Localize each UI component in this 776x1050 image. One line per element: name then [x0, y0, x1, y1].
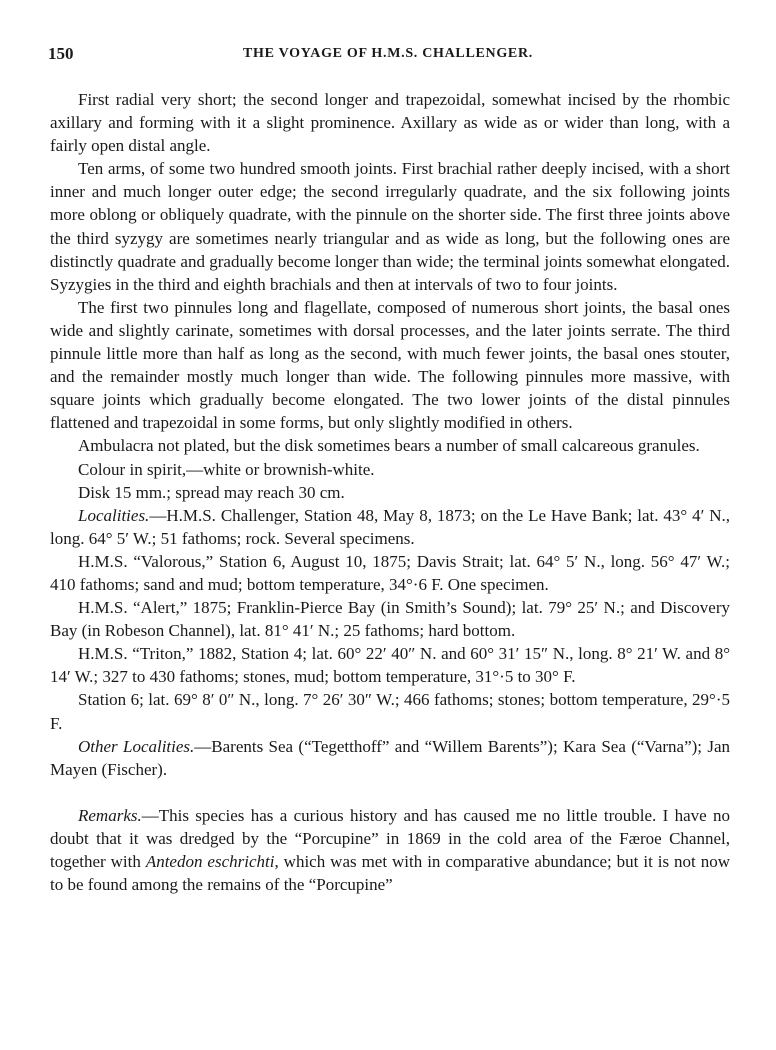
- record-alert: H.M.S. “Alert,” 1875; Franklin-Pierce Bay (in Smith’s Sound); lat. 79° 25′ N.; and Discovery Bay (in Robeson Channel), lat. 81° 41′ N.; 25 fathoms; hard bottom.: [50, 598, 730, 641]
- paragraph-disk: Disk 15 mm.; spread may reach 30 cm.: [78, 482, 345, 502]
- page-number: 150: [48, 44, 74, 63]
- record-valorous: H.M.S. “Valorous,” Station 6, August 10, 1875; Davis Strait; lat. 64° 5′ N., long. 56° 47′ W.; 410 fathoms; sand and mud; bottom temperature, 34°·6 F. One specimen.: [50, 551, 730, 594]
- paragraph-pinnules: The first two pinnules long and flagellate, composed of numerous short joints, the basal ones wide and slightly carinate, sometimes with dorsal processes, and the later joints serrate. The third pinnule little more than half as long as the second, with much fewer joints, the basal ones stouter, and the remainder mostly much longer than wide. The following pinnules more massive, with square joints which gradually become elongated. The two lower joints of the distal pinnules flattened and trapezoidal in some forms, but only slightly modified in others.: [50, 297, 730, 433]
- other-localities-label: Other Localities.: [78, 736, 195, 756]
- remarks-label: Remarks.: [78, 805, 142, 825]
- paragraph-ambulacra: Ambulacra not plated, but the disk sometimes bears a number of small calcareous granules.: [78, 436, 700, 456]
- remarks-text-before: —This species has a curious history and has caused me no little trouble. I have no doubt that it was dredged by the “Porcupine” in 1869 in the cold area of the Færoe Channel, together with: [50, 805, 730, 871]
- species-name: Antedon eschrichti: [145, 852, 275, 871]
- paragraph-remarks: [50, 804, 730, 896]
- paragraph-other-localities: [50, 735, 730, 781]
- paragraph-localities: [50, 504, 730, 550]
- record-triton: H.M.S. “Triton,” 1882, Station 4; lat. 60° 22′ 40″ N. and 60° 31′ 15″ N., long. 8° 21′ W. and 8° 14′ W.; 327 to 430 fathoms; stones, mud; bottom temperature, 31°·5 to 30° F.: [50, 644, 730, 687]
- remarks-text-after: , which was met with in comparative abundance; but it is not now to be found among the remains of the “Porcupine”: [50, 852, 730, 895]
- localities-text: —H.M.S. Challenger, Station 48, May 8, 1873; on the Le Have Bank; lat. 43° 4′ N., long. 64° 5′ W.; 51 fathoms; rock. Several specimens.: [50, 505, 730, 548]
- other-localities-text: —Barents Sea (“Tegetthoff” and “Willem Barents”); Kara Sea (“Varna”); Jan Mayen (Fischer).: [50, 736, 730, 779]
- running-title: THE VOYAGE OF H.M.S. CHALLENGER.: [243, 46, 533, 61]
- paragraph-radials: First radial very short; the second longer and trapezoidal, somewhat incised by the rhombic axillary and forming with it a slight prominence. Axillary as wide as or wider than long, with a fairly open distal angle.: [50, 90, 730, 156]
- paragraph-arms: Ten arms, of some two hundred smooth joints. First brachial rather deeply incised, with a short inner and much longer outer edge; the second irregularly quadrate, and the six following joints more oblong or obliquely quadrate, with the pinnule on the shorter side. The first three joints above the third syzygy are sometimes nearly triangular and as wide as long, but the following ones are distinctly quadrate and gradually become longer than wide; the terminal joints somewhat elongated. Syzygies in the third and eighth brachials and then at intervals of two to four joints.: [50, 159, 730, 294]
- record-station-6: Station 6; lat. 69° 8′ 0″ N., long. 7° 26′ 30″ W.; 466 fathoms; stones; bottom temperature, 29°·5 F.: [50, 690, 730, 733]
- paragraph-colour: Colour in spirit,—white or brownish-white.: [78, 459, 375, 479]
- body-text: [50, 88, 730, 896]
- page-header: [48, 44, 728, 66]
- localities-label: Localities.: [78, 505, 150, 525]
